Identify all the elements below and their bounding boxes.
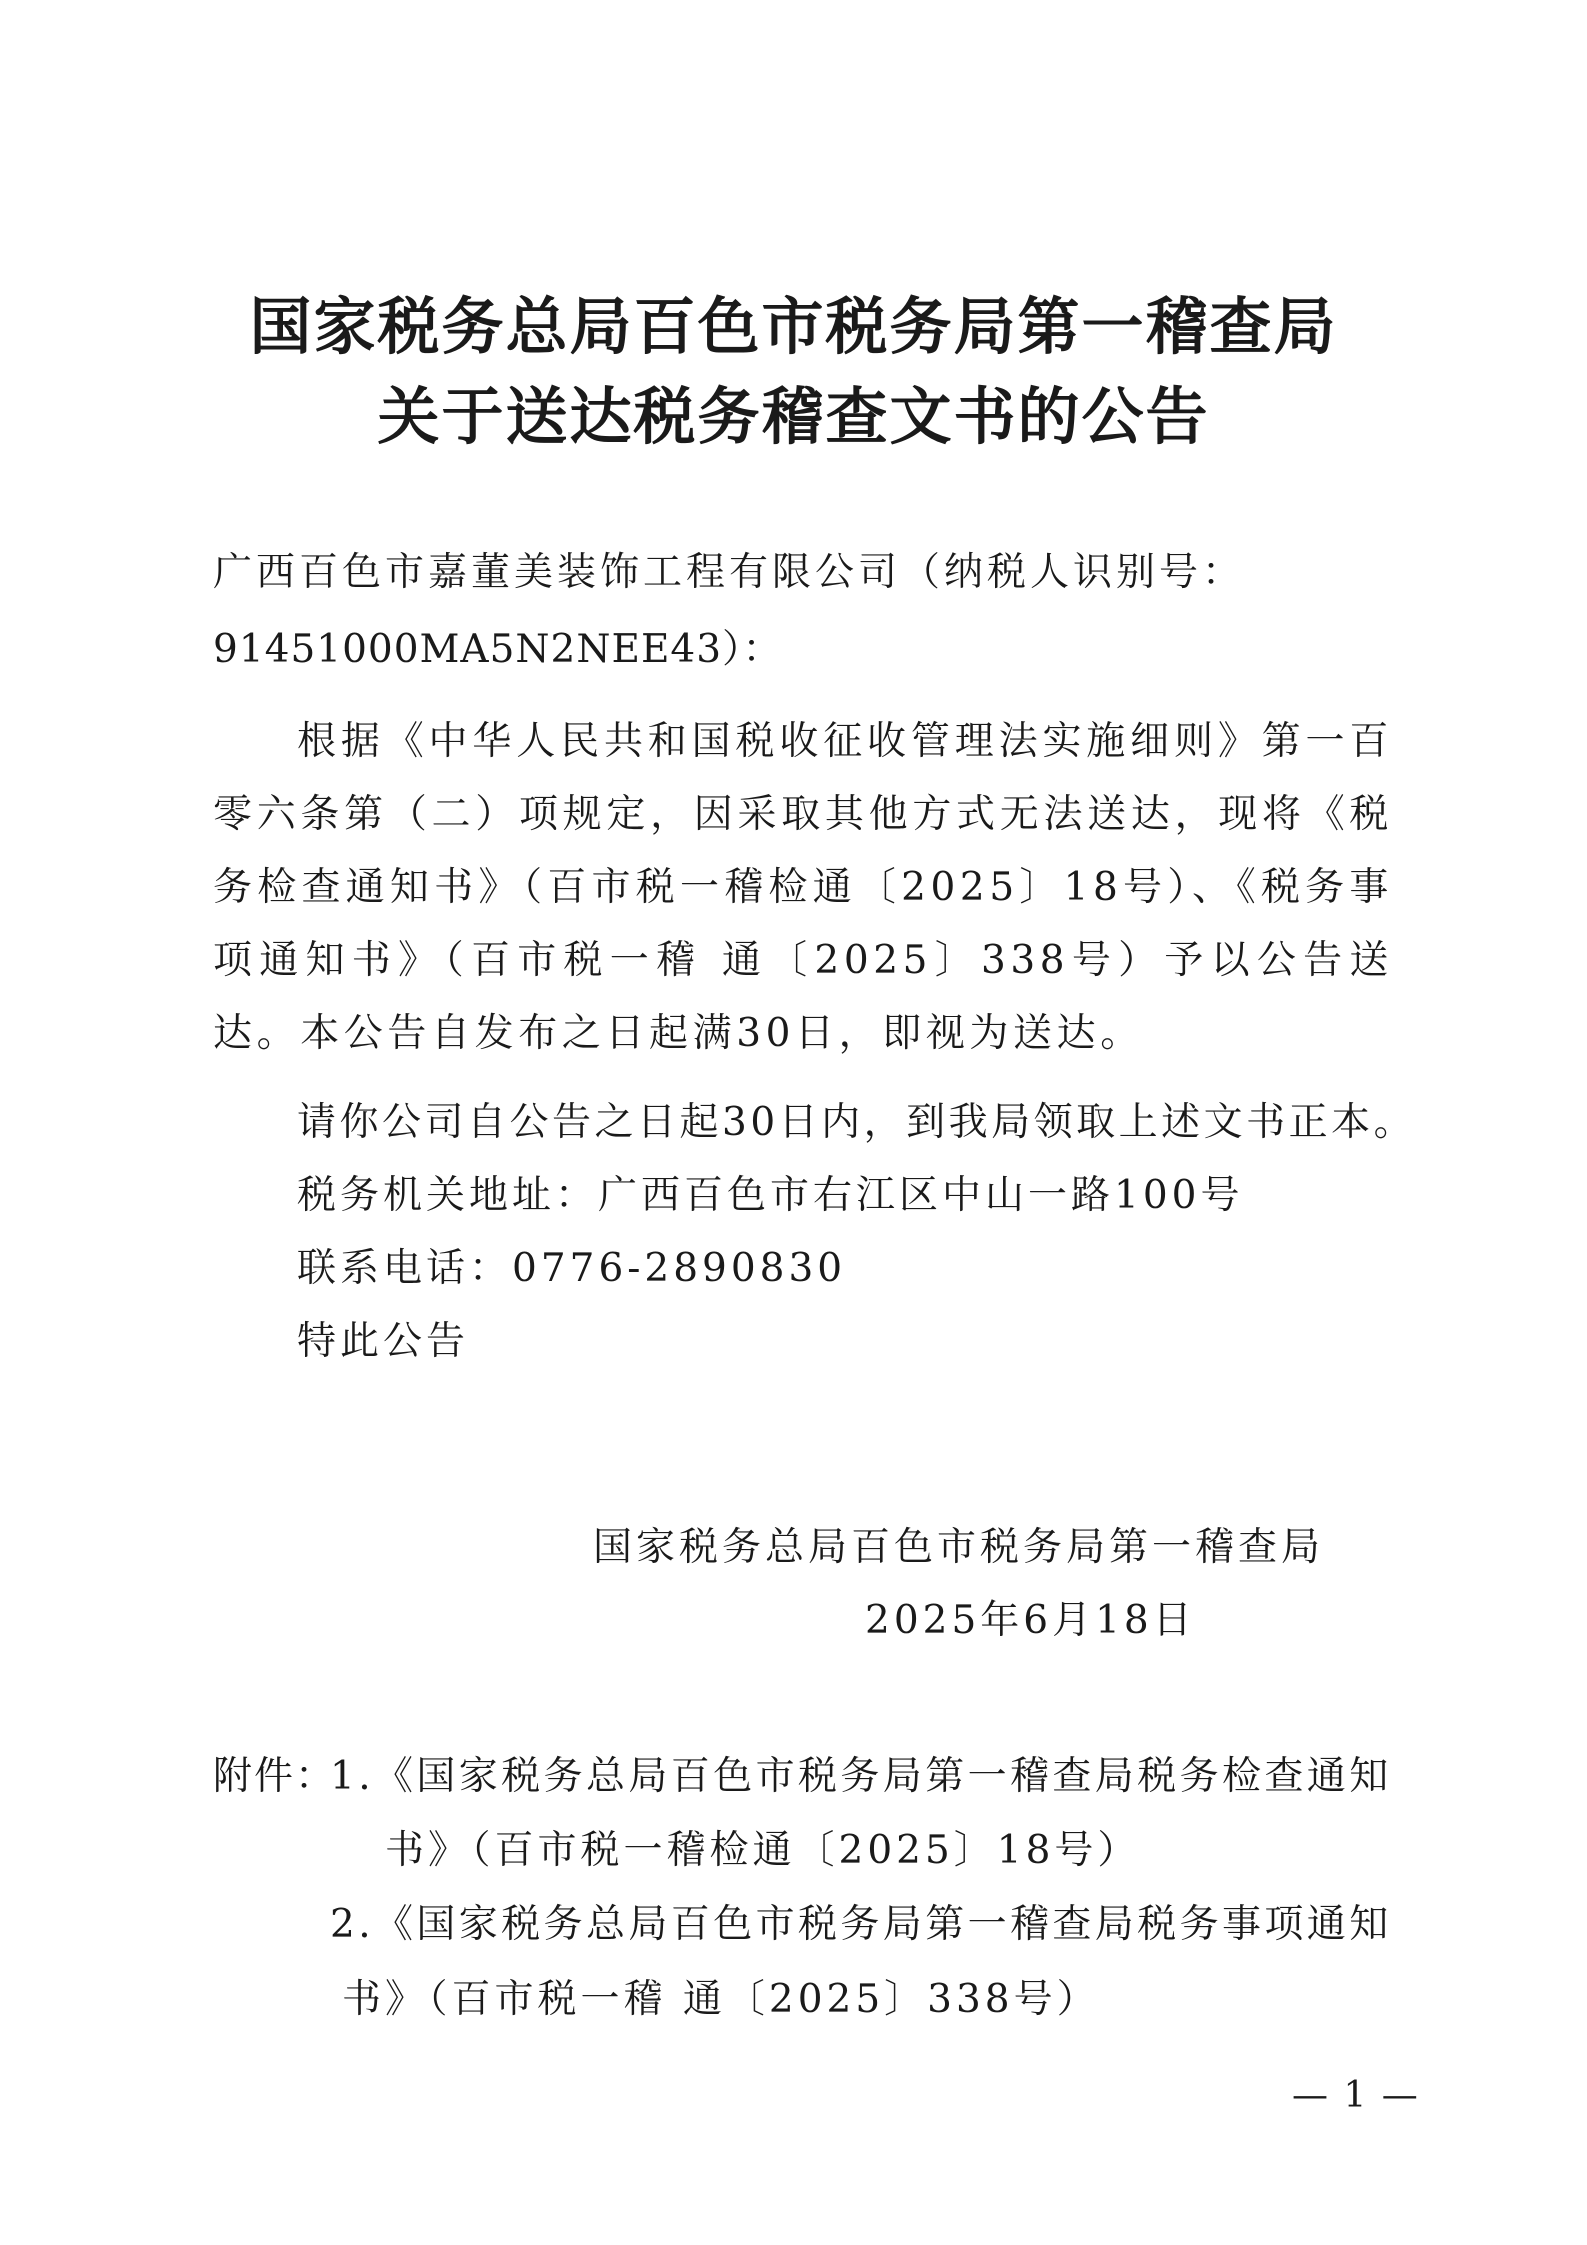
signature-date: 2025年6月18日 — [865, 1598, 1196, 1643]
attachment-2-line2: 书》（百市税一稽 通〔2025〕338号） — [342, 1977, 1100, 2022]
attachment-1-line1: 1.《国家税务总局百色市税务局第一稽查局税务检查通知 — [330, 1754, 1392, 1799]
addressee-line2: 91451000MA5N2NEE43）： — [213, 627, 783, 672]
signature-org: 国家税务总局百色市税务局第一稽查局 — [593, 1525, 1325, 1570]
body-paragraph-collect: 请你公司自公告之日起30日内，到我局领取上述文书正本。 — [297, 1100, 1417, 1145]
announcement-title-line1: 国家税务总局百色市税务局第一稽查局 — [249, 290, 1338, 363]
attachment-2-line1: 2.《国家税务总局百色市税务局第一稽查局税务事项通知 — [330, 1902, 1392, 1947]
contact-phone: 联系电话：0776-2890830 — [297, 1246, 847, 1291]
body-paragraph-main: 根据《中华人民共和国税收征收管理法实施细则》第一百零六条第（二）项规定，因采取其他方式无法送达，现将《税务检查通知书》（百市税一稽检通〔2025〕18号）、《税务事项通知书》（百市税一稽 通〔2025〕338号）予以公告送达。本公告自发布之日起满30日，即视为送达。 — [213, 719, 1393, 1056]
attachment-1-line2: 书》（百市税一稽检通〔2025〕18号） — [385, 1828, 1141, 1873]
announcement-title-line2: 关于送达税务稽查文书的公告 — [377, 380, 1210, 453]
addressee-line1: 广西百色市嘉董美装饰工程有限公司（纳税人识别号： — [213, 550, 1246, 595]
attachments-label: 附件： — [213, 1754, 337, 1799]
closing-text: 特此公告 — [297, 1319, 470, 1364]
tax-office-address: 税务机关地址：广西百色市右江区中山一路100号 — [297, 1173, 1244, 1218]
page-number: — 1 — — [1292, 2075, 1420, 2116]
